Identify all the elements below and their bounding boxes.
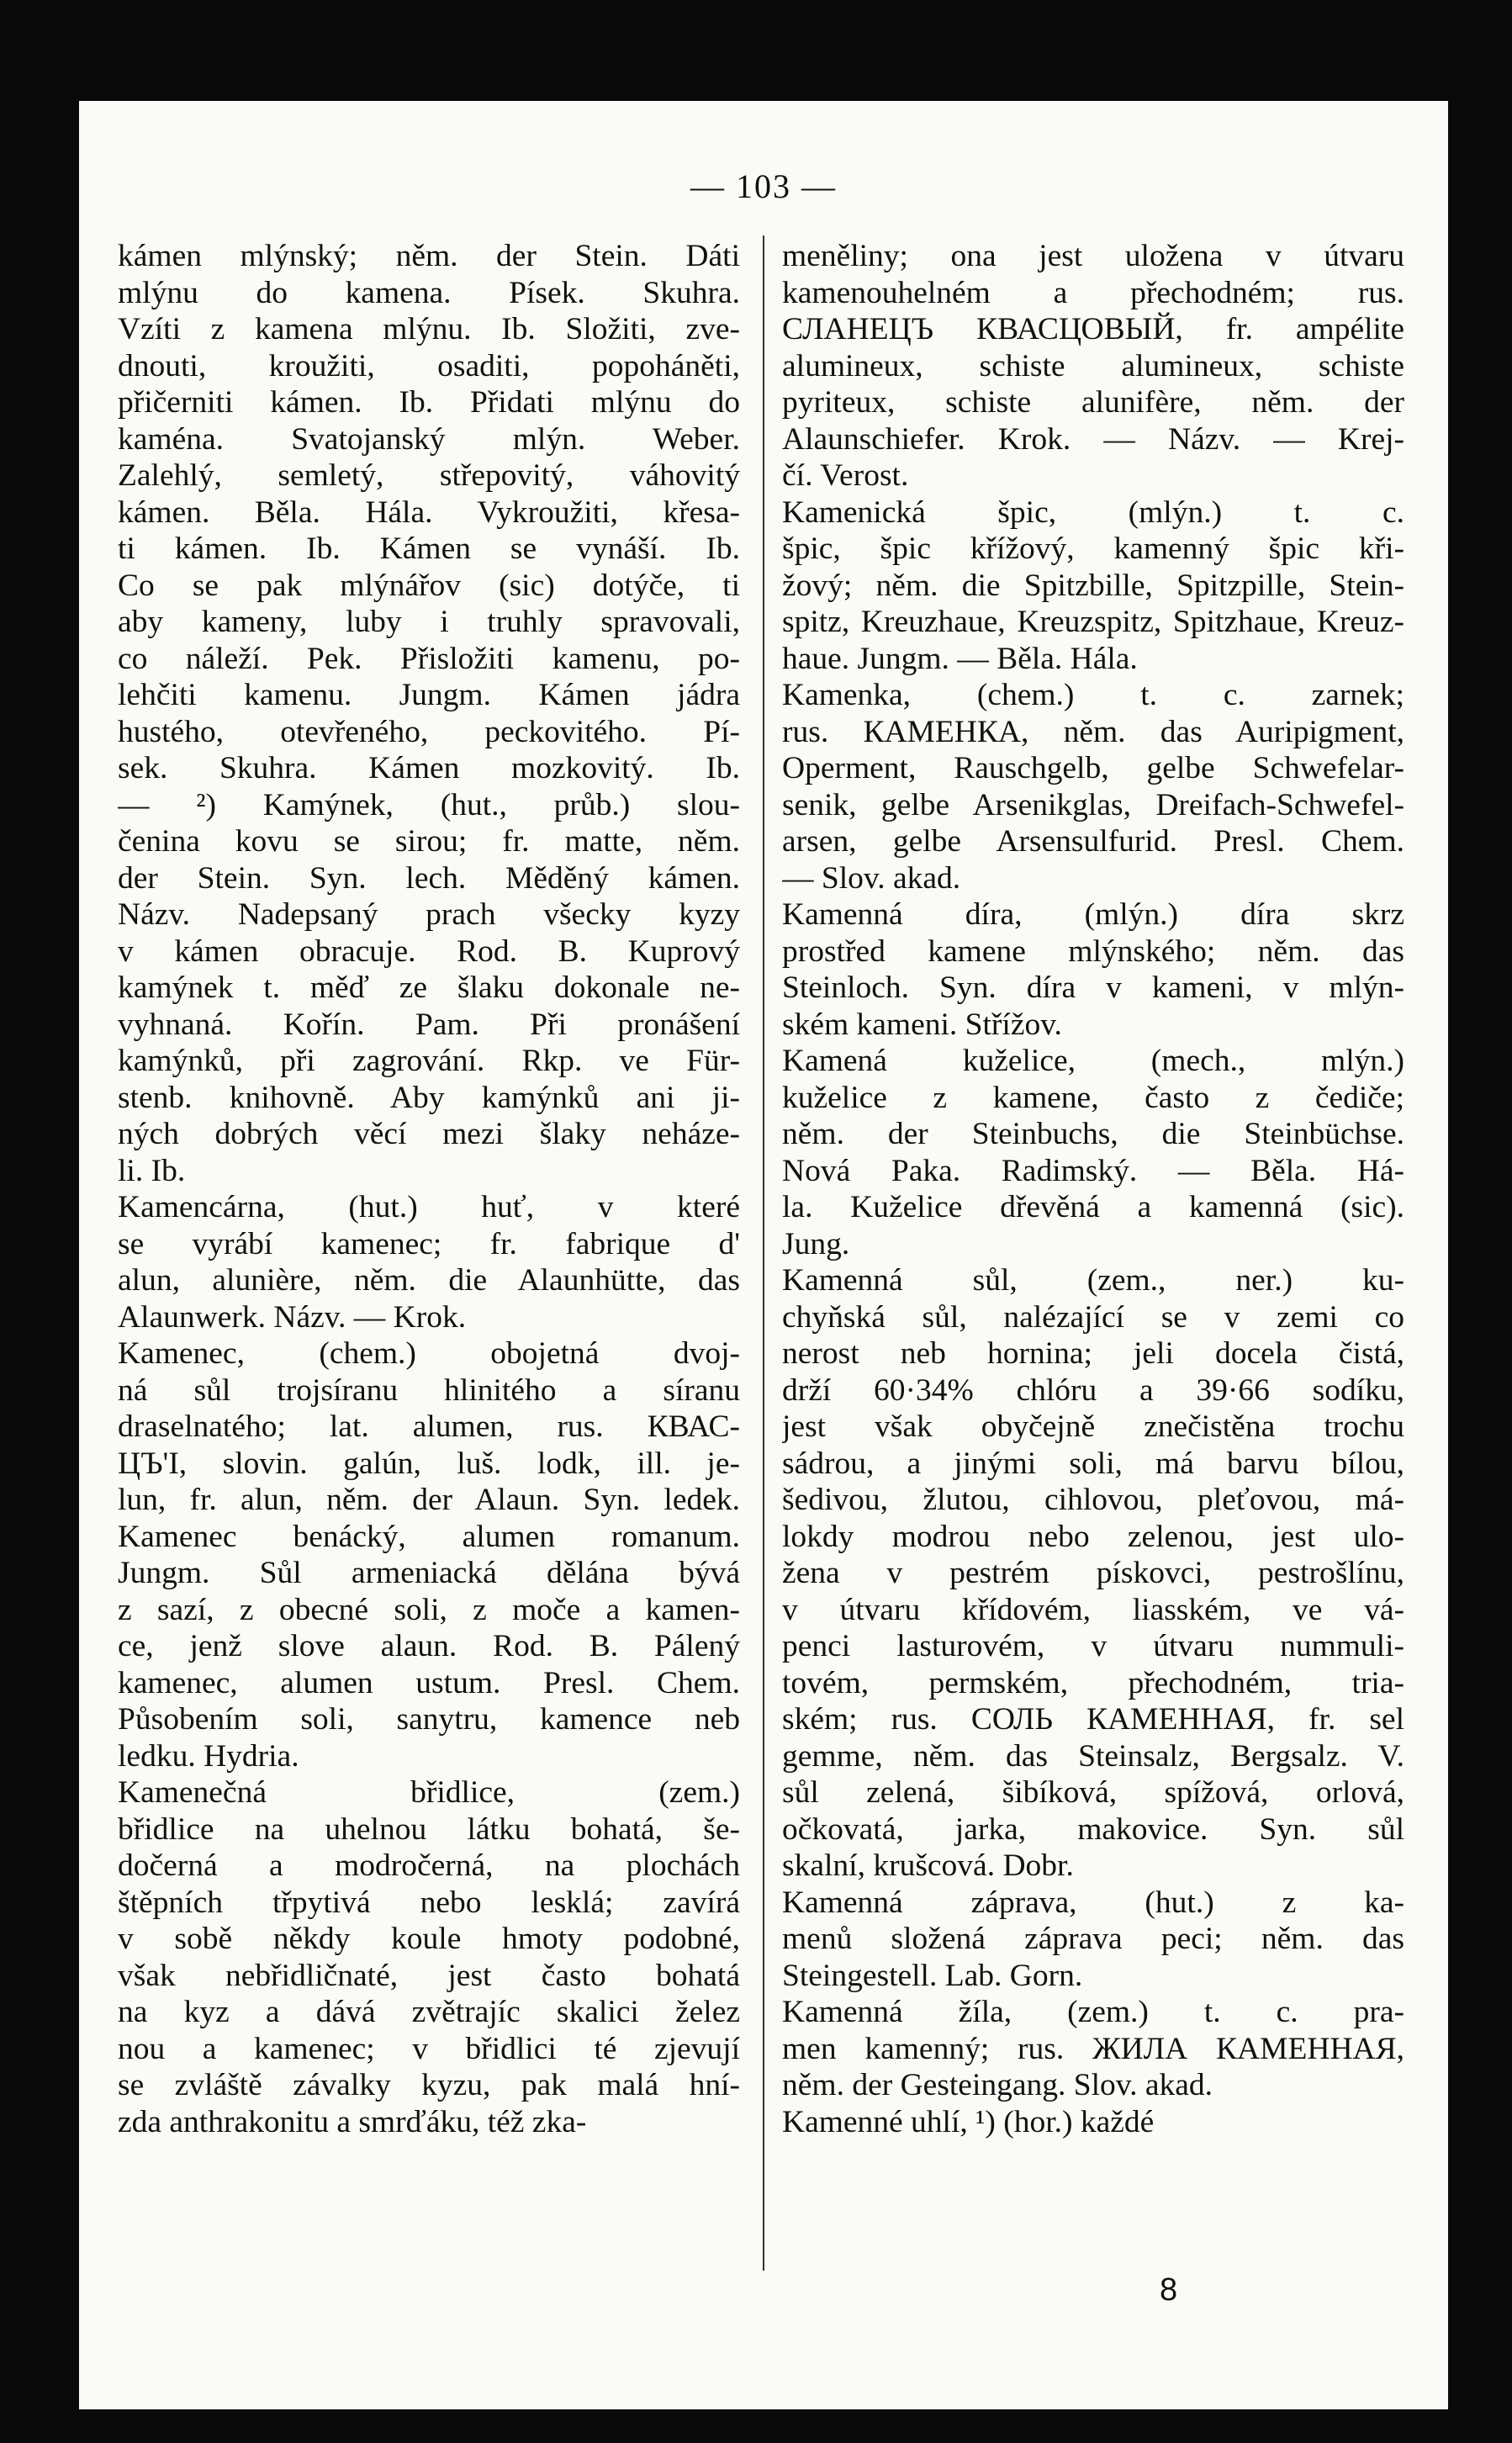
text-line: dnouti, kroužiti, osaditi, popoháněti, bbox=[118, 348, 740, 383]
text-line: penci lasturovém, v útvaru nummuli- bbox=[782, 1629, 1404, 1663]
text-line: prostřed kamene mlýnského; něm. das bbox=[782, 933, 1404, 969]
text-line: Kamenka, (chem.) t. c. zarnek; bbox=[782, 678, 1404, 712]
text-line: přičerniti kámen. Ib. Přidati mlýnu do bbox=[118, 385, 740, 420]
text-line: Alaunschiefer. Krok. — Názv. — Krej- bbox=[782, 421, 1404, 457]
text-line: Názv. Nadepsaný prach všecky kyzy bbox=[118, 897, 740, 932]
text-line: z sazí, z obecné soli, z moče a kamen- bbox=[118, 1592, 740, 1627]
text-line: — Slov. akad. bbox=[782, 860, 961, 896]
text-line: kamenec, alumen ustum. Presl. Chem. bbox=[118, 1665, 740, 1700]
text-line: ledku. Hydria. bbox=[118, 1738, 299, 1774]
text-line: ná sůl trojsíranu hlinitého a síranu bbox=[118, 1372, 740, 1408]
text-line: tovém, permském, přechodném, tria- bbox=[782, 1665, 1404, 1700]
text-line: sek. Skuhra. Kámen mozkovitý. Ib. bbox=[118, 751, 740, 785]
text-line: na kyz a dává zvětrajíc skalici želez bbox=[118, 1995, 740, 2029]
text-line: ce, jenž slove alaun. Rod. B. Pálený bbox=[118, 1629, 740, 1663]
text-line: la. Kuželice dřevěná a kamenná (sic). bbox=[782, 1190, 1404, 1224]
text-line: mlýnu do kamena. Písek. Skuhra. bbox=[118, 275, 740, 310]
text-line: se zvláště závalky kyzu, pak malá hní- bbox=[118, 2068, 740, 2102]
text-line: kamýnků, při zagrování. Rkp. ve Für- bbox=[118, 1044, 740, 1078]
text-line: Jung. bbox=[782, 1226, 850, 1261]
text-line: Kamenná sůl, (zem., ner.) ku- bbox=[782, 1263, 1404, 1298]
text-line: Kamencárna, (hut.) huť, v které bbox=[118, 1190, 740, 1224]
text-line: kamýnek t. měď ze šlaku dokonale ne- bbox=[118, 970, 740, 1005]
text-line: šedivou, žlutou, cihlovou, pleťovou, má- bbox=[782, 1483, 1404, 1517]
text-line: štěpních třpytivá nebo lesklá; zavírá bbox=[118, 1885, 740, 1920]
text-line: — ²) Kamýnek, (hut., průb.) slou- bbox=[118, 787, 740, 822]
text-line: Kamenná žíla, (zem.) t. c. pra- bbox=[782, 1995, 1404, 2029]
text-line: však nebřidličnaté, jest často bohatá bbox=[118, 1958, 740, 1993]
text-line: Kamenec, (chem.) obojetná dvoj- bbox=[118, 1336, 740, 1371]
text-line: senik, gelbe Arsenikglas, Dreifach-Schwefel- bbox=[782, 787, 1404, 822]
text-line: Alaunwerk. Názv. — Krok. bbox=[118, 1299, 467, 1335]
text-line: v sobě někdy koule hmoty podobné, bbox=[118, 1922, 740, 1956]
page-number: — 103 — bbox=[690, 167, 837, 205]
text-line: alumineux, schiste alumineux, schiste bbox=[782, 348, 1404, 383]
text-line: ti kámen. Ib. Kámen se vynáší. Ib. bbox=[118, 531, 740, 566]
text-line: zda anthrakonitu a smrďáku, též zka- bbox=[118, 2104, 587, 2139]
text-line: Kamenec benácký, alumen romanum. bbox=[118, 1519, 740, 1554]
text-line: Vzíti z kamena mlýnu. Ib. Složiti, zve- bbox=[118, 312, 740, 346]
text-line: kaména. Svatojanský mlýn. Weber. bbox=[118, 421, 740, 457]
text-line: kuželice z kamene, často z čediče; bbox=[782, 1080, 1404, 1115]
text-line: sádrou, a jinými soli, má barvu bílou, bbox=[782, 1446, 1404, 1481]
text-line: li. Ib. bbox=[118, 1153, 186, 1188]
text-line: aby kameny, luby i truhly spravovali, bbox=[118, 605, 740, 639]
text-line: v útvaru křídovém, liasském, ve vá- bbox=[782, 1592, 1404, 1627]
text-line: nou a kamenec; v břidlici té zjevují bbox=[118, 2031, 740, 2066]
text-line: lun, fr. alun, něm. der Alaun. Syn. ledek. bbox=[118, 1483, 740, 1517]
text-line: v kámen obracuje. Rod. B. Kuprový bbox=[118, 933, 740, 969]
text-line: Steingestell. Lab. Gorn. bbox=[782, 1958, 1083, 1993]
text-line: dočerná a modročerná, na plochách bbox=[118, 1848, 740, 1883]
text-line: haue. Jungm. — Běla. Hála. bbox=[782, 641, 1138, 676]
text-line: meněliny; ona jest uložena v útvaru bbox=[782, 239, 1404, 273]
text-line: kámen mlýnský; něm. der Stein. Dáti bbox=[118, 239, 740, 273]
text-line: Operment, Rauschgelb, gelbe Schwefelar- bbox=[782, 751, 1404, 785]
text-line: žový; něm. die Spitzbille, Spitzpille, Stein- bbox=[782, 568, 1404, 603]
text-line: lokdy modrou nebo zelenou, jest ulo- bbox=[782, 1519, 1404, 1554]
text-line: co náleží. Pek. Přisložiti kamenu, po- bbox=[118, 641, 740, 676]
text-line: chyňská sůl, nalézající se v zemi co bbox=[782, 1299, 1404, 1335]
text-line: Nová Paka. Radimský. — Běla. Há- bbox=[782, 1153, 1404, 1188]
text-line: Kamenická špic, (mlýn.) t. c. bbox=[782, 494, 1404, 530]
text-line: Kamená kuželice, (mech., mlýn.) bbox=[782, 1044, 1404, 1078]
text-line: arsen, gelbe Arsensulfurid. Presl. Chem. bbox=[782, 824, 1404, 859]
text-line: Co se pak mlýnářov (sic) dotýče, ti bbox=[118, 568, 740, 603]
left-column bbox=[118, 238, 740, 2140]
text-line: ském kameni. Střížov. bbox=[782, 1007, 1062, 1042]
text-line: stenb. knihovně. Aby kamýnků ani ji- bbox=[118, 1080, 740, 1115]
text-line: sůl zelená, šibíková, spížová, orlová, bbox=[782, 1775, 1404, 1810]
text-line: čí. Verost. bbox=[782, 458, 909, 493]
text-line: vyhnaná. Kořín. Pam. Při pronášení bbox=[118, 1007, 740, 1042]
text-line: Jungm. Sůl armeniacká dělána bývá bbox=[118, 1556, 740, 1590]
text-line: břidlice na uhelnou látku bohatá, še- bbox=[118, 1811, 740, 1847]
text-line: der Stein. Syn. lech. Měděný kámen. bbox=[118, 860, 740, 896]
text-line: se vyrábí kamenec; fr. fabrique d' bbox=[118, 1226, 740, 1261]
text-line: ЦЪ'І, slovin. galún, luš. lodk, ill. je- bbox=[118, 1446, 740, 1481]
text-line: СЛАНЕЦЪ КВАСЦОВЫЙ, fr. ampélite bbox=[782, 312, 1404, 346]
text-line: Steinloch. Syn. díra v kameni, v mlýn- bbox=[782, 970, 1404, 1005]
text-line: drží 60·34% chlóru a 39·66 sodíku, bbox=[782, 1372, 1404, 1408]
text-line: menů složená záprava peci; něm. das bbox=[782, 1922, 1404, 1956]
text-line: něm. der Gesteingang. Slov. akad. bbox=[782, 2068, 1213, 2102]
text-line: Kamenné uhlí, ¹) (hor.) každé bbox=[782, 2104, 1155, 2139]
text-line: alun, alunière, něm. die Alaunhütte, das bbox=[118, 1263, 740, 1298]
text-line: ných dobrých věcí mezi šlaky neháze- bbox=[118, 1117, 740, 1151]
text-line: Kamenečná břidlice, (zem.) bbox=[118, 1775, 740, 1810]
text-line: Působením soli, sanytru, kamence neb bbox=[118, 1702, 740, 1737]
text-line: kamenouhelném a přechodném; rus. bbox=[782, 275, 1404, 310]
text-line: kámen. Běla. Hála. Vykroužiti, křesa- bbox=[118, 494, 740, 530]
text-line: očkovatá, jarka, makovice. Syn. sůl bbox=[782, 1811, 1404, 1847]
text-line: čenina kovu se sirou; fr. matte, něm. bbox=[118, 824, 740, 859]
column-divider bbox=[763, 235, 764, 2271]
text-line: ském; rus. СОЛЬ КАМЕННАЯ, fr. sel bbox=[782, 1702, 1404, 1737]
text-line: draselnatého; lat. alumen, rus. КВАС- bbox=[118, 1409, 740, 1444]
text-line: Kamenná záprava, (hut.) z ka- bbox=[782, 1885, 1404, 1920]
text-line: skalní, krušcová. Dobr. bbox=[782, 1848, 1074, 1883]
text-line: gemme, něm. das Steinsalz, Bergsalz. V. bbox=[782, 1738, 1404, 1774]
text-line: lehčiti kamenu. Jungm. Kámen jádra bbox=[118, 678, 740, 712]
text-line: nerost neb hornina; jeli docela čistá, bbox=[782, 1336, 1404, 1371]
text-line: men kamenný; rus. ЖИЛА КАМЕННАЯ, bbox=[782, 2031, 1404, 2066]
text-line: jest však obyčejně znečistěna trochu bbox=[782, 1409, 1404, 1444]
text-line: Kamenná díra, (mlýn.) díra skrz bbox=[782, 897, 1404, 932]
text-line: rus. КАМЕНКА, něm. das Auripigment, bbox=[782, 714, 1404, 749]
text-line: hustého, otevřeného, peckovitého. Pí- bbox=[118, 714, 740, 749]
text-line: něm. der Steinbuchs, die Steinbüchse. bbox=[782, 1117, 1404, 1151]
right-column bbox=[782, 238, 1404, 2140]
signature-mark: 8 bbox=[1160, 2272, 1178, 2308]
text-line: Zalehlý, semletý, střepovitý, váhovitý bbox=[118, 458, 740, 493]
text-line: špic, špic křížový, kamenný špic kři- bbox=[782, 531, 1404, 566]
text-line: pyriteux, schiste alunifère, něm. der bbox=[782, 385, 1404, 420]
text-line: spitz, Kreuzhaue, Kreuzspitz, Spitzhaue, Kreuz- bbox=[782, 605, 1404, 639]
text-line: žena v pestrém pískovci, pestrošlínu, bbox=[782, 1556, 1404, 1590]
dictionary-page bbox=[79, 101, 1448, 2409]
